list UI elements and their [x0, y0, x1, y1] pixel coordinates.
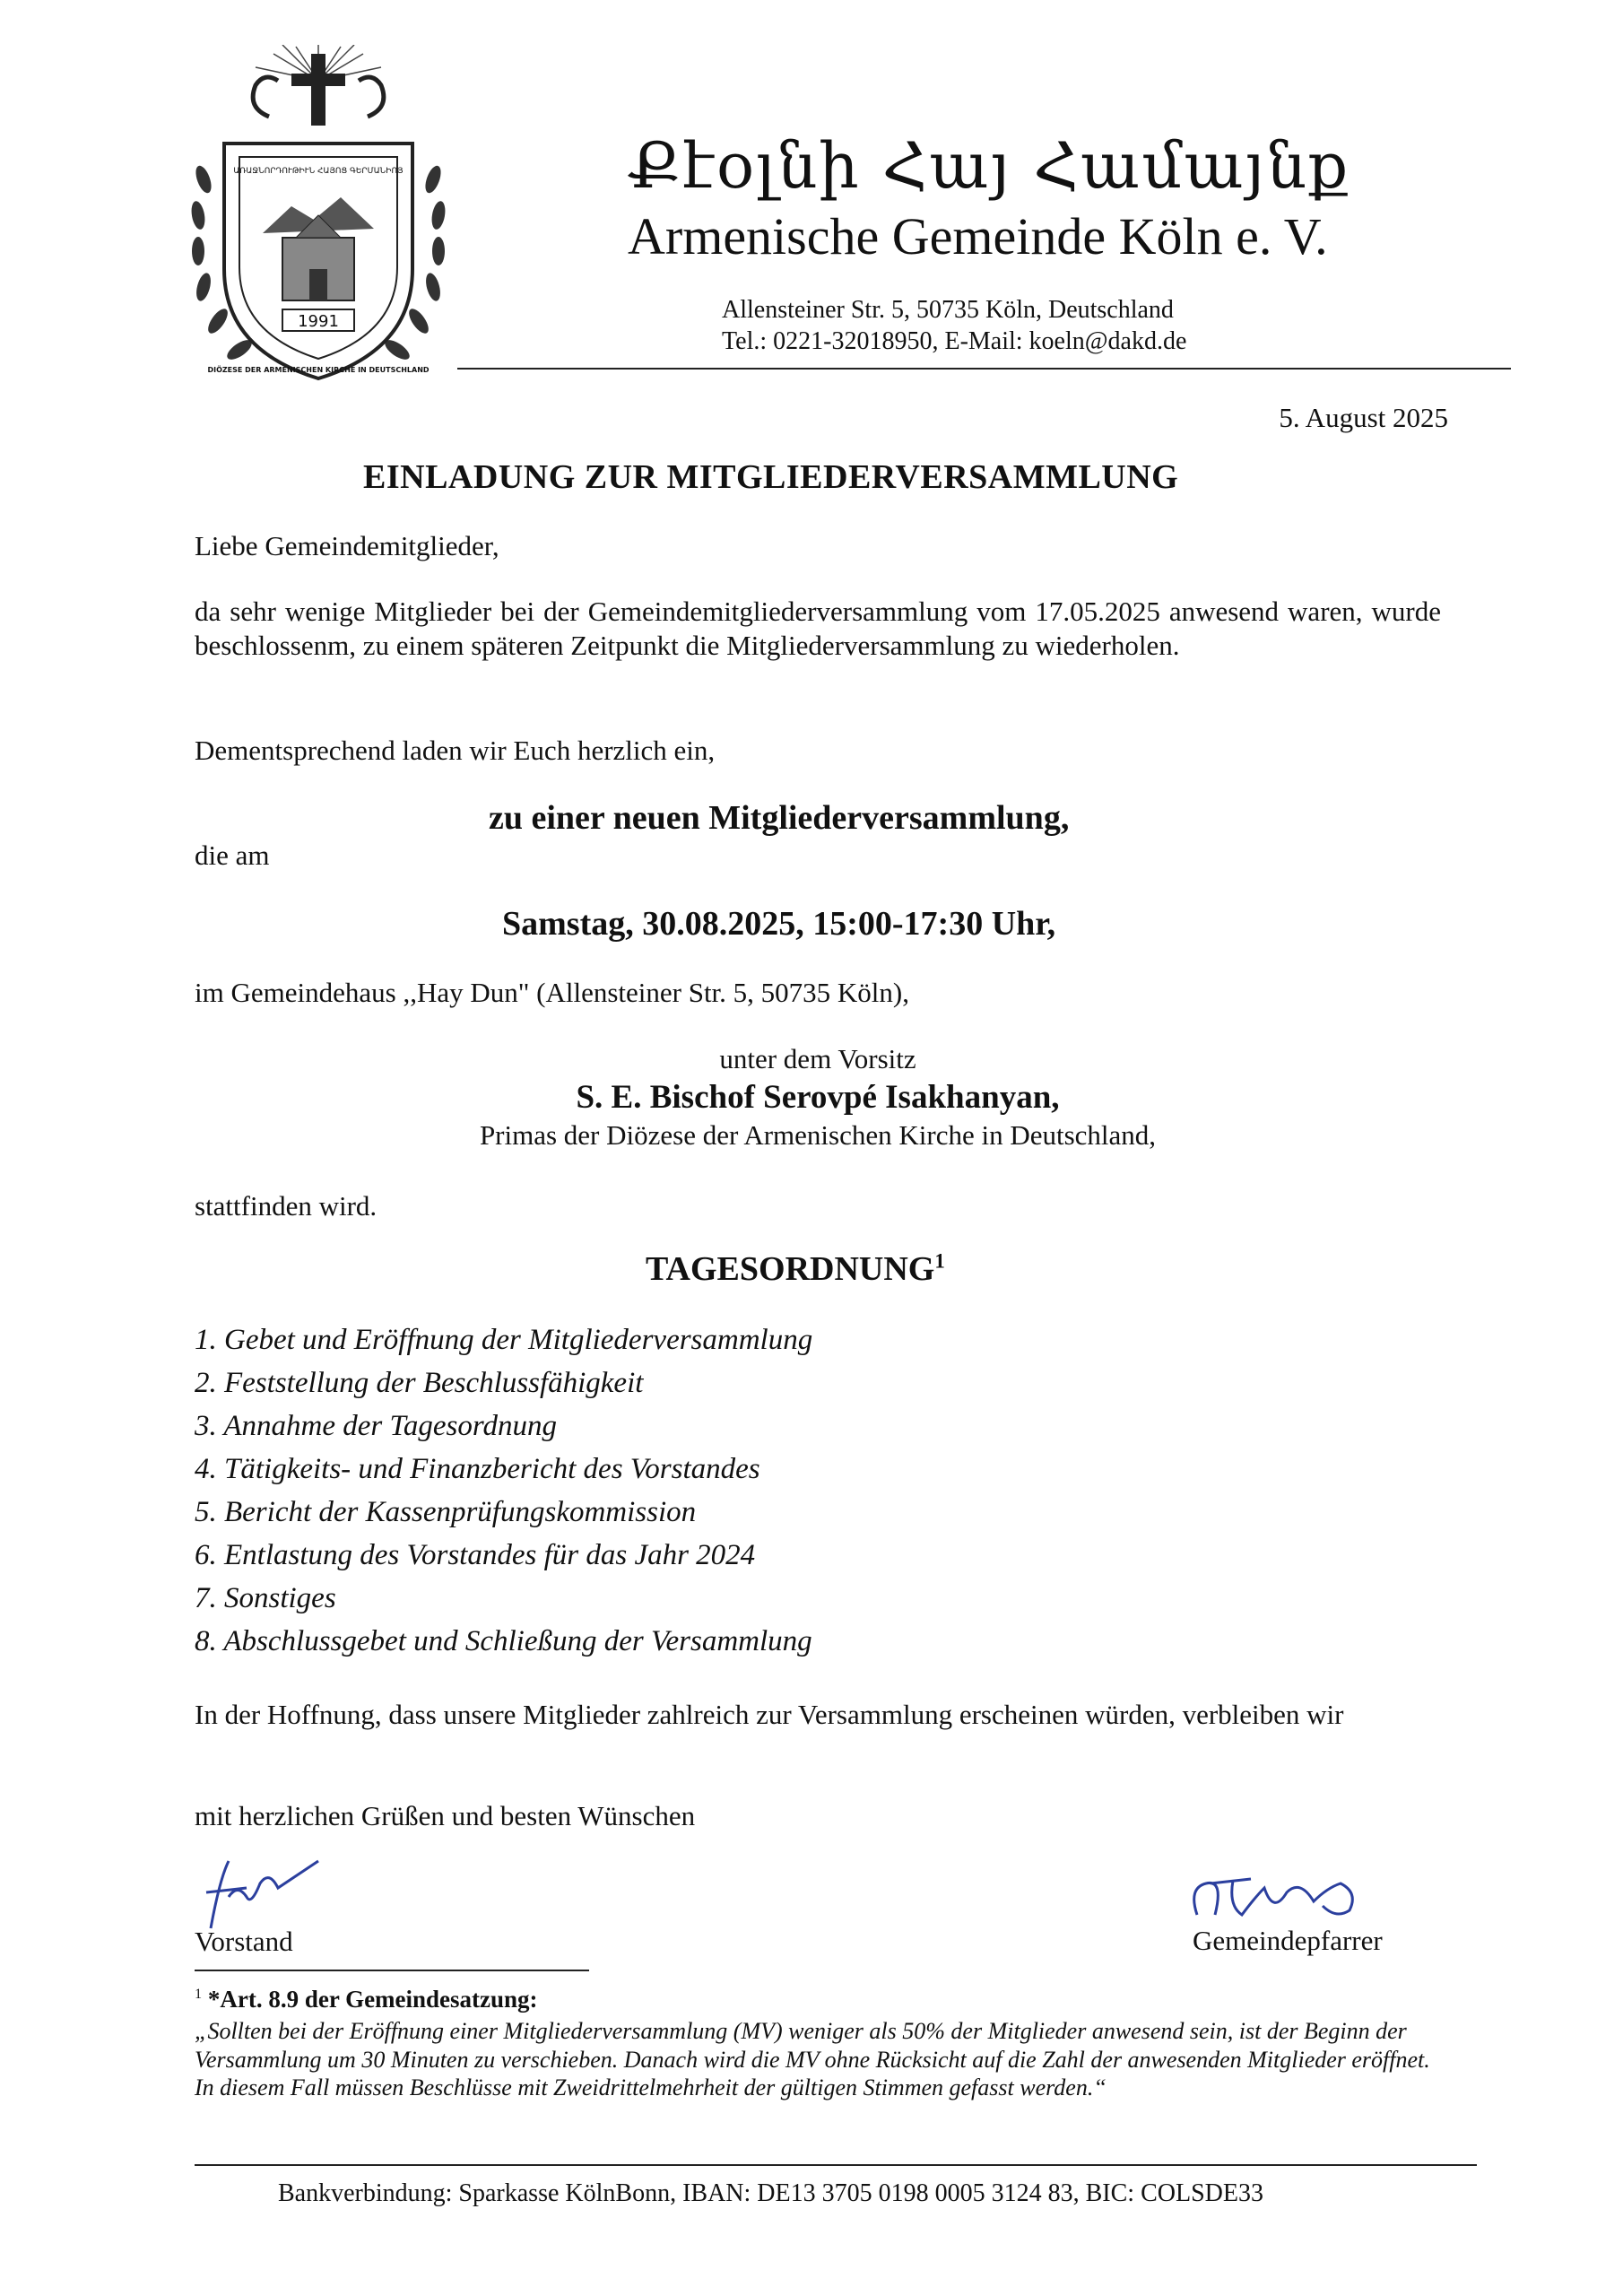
agenda-heading-text: TAGESORDNUNG [646, 1250, 935, 1288]
location-line: im Gemeindehaus ,,Hay Dun" (Allensteiner Str. 5, 50735 Köln), [195, 977, 909, 1008]
agenda-list [195, 1318, 812, 1663]
agenda-item: 5. Bericht der Kassenprüfungskommission [195, 1496, 697, 1528]
closing-paragraph: In der Hoffnung, dass unsere Mitglieder zahlreich zur Versammlung erscheinen würden, verbleiben wir [195, 1699, 1344, 1730]
chair-intro: unter dem Vorsitz [719, 1043, 916, 1074]
agenda-item: 7. Sonstiges [195, 1582, 336, 1614]
footer-divider [195, 2164, 1477, 2166]
letter-date: 5. August 2025 [1279, 402, 1448, 433]
agenda-item: 3. Annahme der Tagesordnung [195, 1410, 557, 1442]
title-german: Armenische Gemeinde Köln e. V. [628, 207, 1328, 265]
agenda-item: 4. Tätigkeits- und Finanzbericht des Vorstandes [195, 1453, 760, 1485]
agenda-footnote-mark: 1 [934, 1249, 945, 1273]
address-block [722, 294, 1186, 357]
footnote-divider [195, 1970, 589, 1971]
footnote-mark: 1 [195, 1986, 203, 2002]
die-am: die am [195, 839, 270, 871]
chair-block [195, 1042, 1441, 1153]
contact-line: Tel.: 0221-32018950, E-Mail: koeln@dakd.de [722, 327, 1187, 355]
footnote-text: „Sollten bei der Eröffnung einer Mitgliederversammlung (MV) weniger als 50% der Mitglieder anwesend sein, ist der Beginn der Versammlung um 30 Minuten zu verschieben. Danach wird die MV ohne Rücksicht auf die Zahl der anwesenden Mitglieder eröffnet. In diesem Fall müssen Beschlüsse mit Zweidrittelmehrheit der gültigen Stimmen gefasst werden.“ [195, 2018, 1430, 2101]
closing-greeting: mit herzlichen Grüßen und besten Wünschen [195, 1800, 696, 1831]
event-title: zu einer neuen Mitgliederversammlung, [489, 799, 1070, 837]
title-armenian: Քէօլնի Հայ Համայնք [628, 129, 1350, 203]
seal-armenian: ԱՌԱՋՆՈՐԴՈՒԹԻՒՆ ՀԱՅՈՑ ԳԵՐՄԱՆԻՈՅ [233, 167, 404, 176]
signature-label-right: Gemeindepfarrer [1193, 1925, 1383, 1956]
address-line: Allensteiner Str. 5, 50735 Köln, Deutschland [722, 296, 1174, 324]
signature-label-left: Vorstand [195, 1926, 293, 1957]
footnote-title-text: *Art. 8.9 der Gemeindesatzung: [207, 1986, 538, 2013]
header-divider [457, 368, 1511, 370]
agenda-heading [646, 1249, 945, 1289]
stattfinden-line: stattfinden wird. [195, 1190, 378, 1222]
intro-paragraph: da sehr wenige Mitglieder bei der Gemeindemitgliederversammlung vom 17.05.2025 anwesend waren, wurde beschlossenm, zu einem späteren Zeitpunkt die Mitgliederversammlung zu wiederholen. [195, 596, 1441, 662]
chair-name: S. E. Bischof Serovpé Isakhanyan, [576, 1078, 1060, 1116]
invite-line: Dementsprechend laden wir Euch herzlich ein, [195, 735, 716, 766]
agenda-item: 6. Entlastung des Vorstandes für das Jahr 2024 [195, 1539, 756, 1571]
seal-text: DIÖZESE DER ARMENISCHEN KIRCHE IN DEUTSCHLAND [207, 366, 430, 374]
agenda-item: 8. Abschlussgebet und Schließung der Versammlung [195, 1625, 812, 1657]
bank-details: Bankverbindung: Sparkasse KölnBonn, IBAN: DE13 3705 0198 0005 3124 83, BIC: COLSDE33 [278, 2179, 1263, 2207]
salutation: Liebe Gemeindemitglieder, [195, 530, 499, 561]
footnote-title [195, 1986, 538, 2013]
diocese-seal-logo [184, 45, 453, 395]
agenda-item: 2. Feststellung der Beschlussfähigkeit [195, 1367, 644, 1399]
event-datetime: Samstag, 30.08.2025, 15:00-17:30 Uhr, [502, 905, 1056, 943]
seal-year: 1991 [298, 312, 339, 331]
letter-heading: EINLADUNG ZUR MITGLIEDERVERSAMMLUNG [363, 458, 1179, 496]
chair-role: Primas der Diözese der Armenischen Kirche in Deutschland, [479, 1119, 1157, 1151]
agenda-item: 1. Gebet und Eröffnung der Mitgliederversammlung [195, 1324, 813, 1356]
